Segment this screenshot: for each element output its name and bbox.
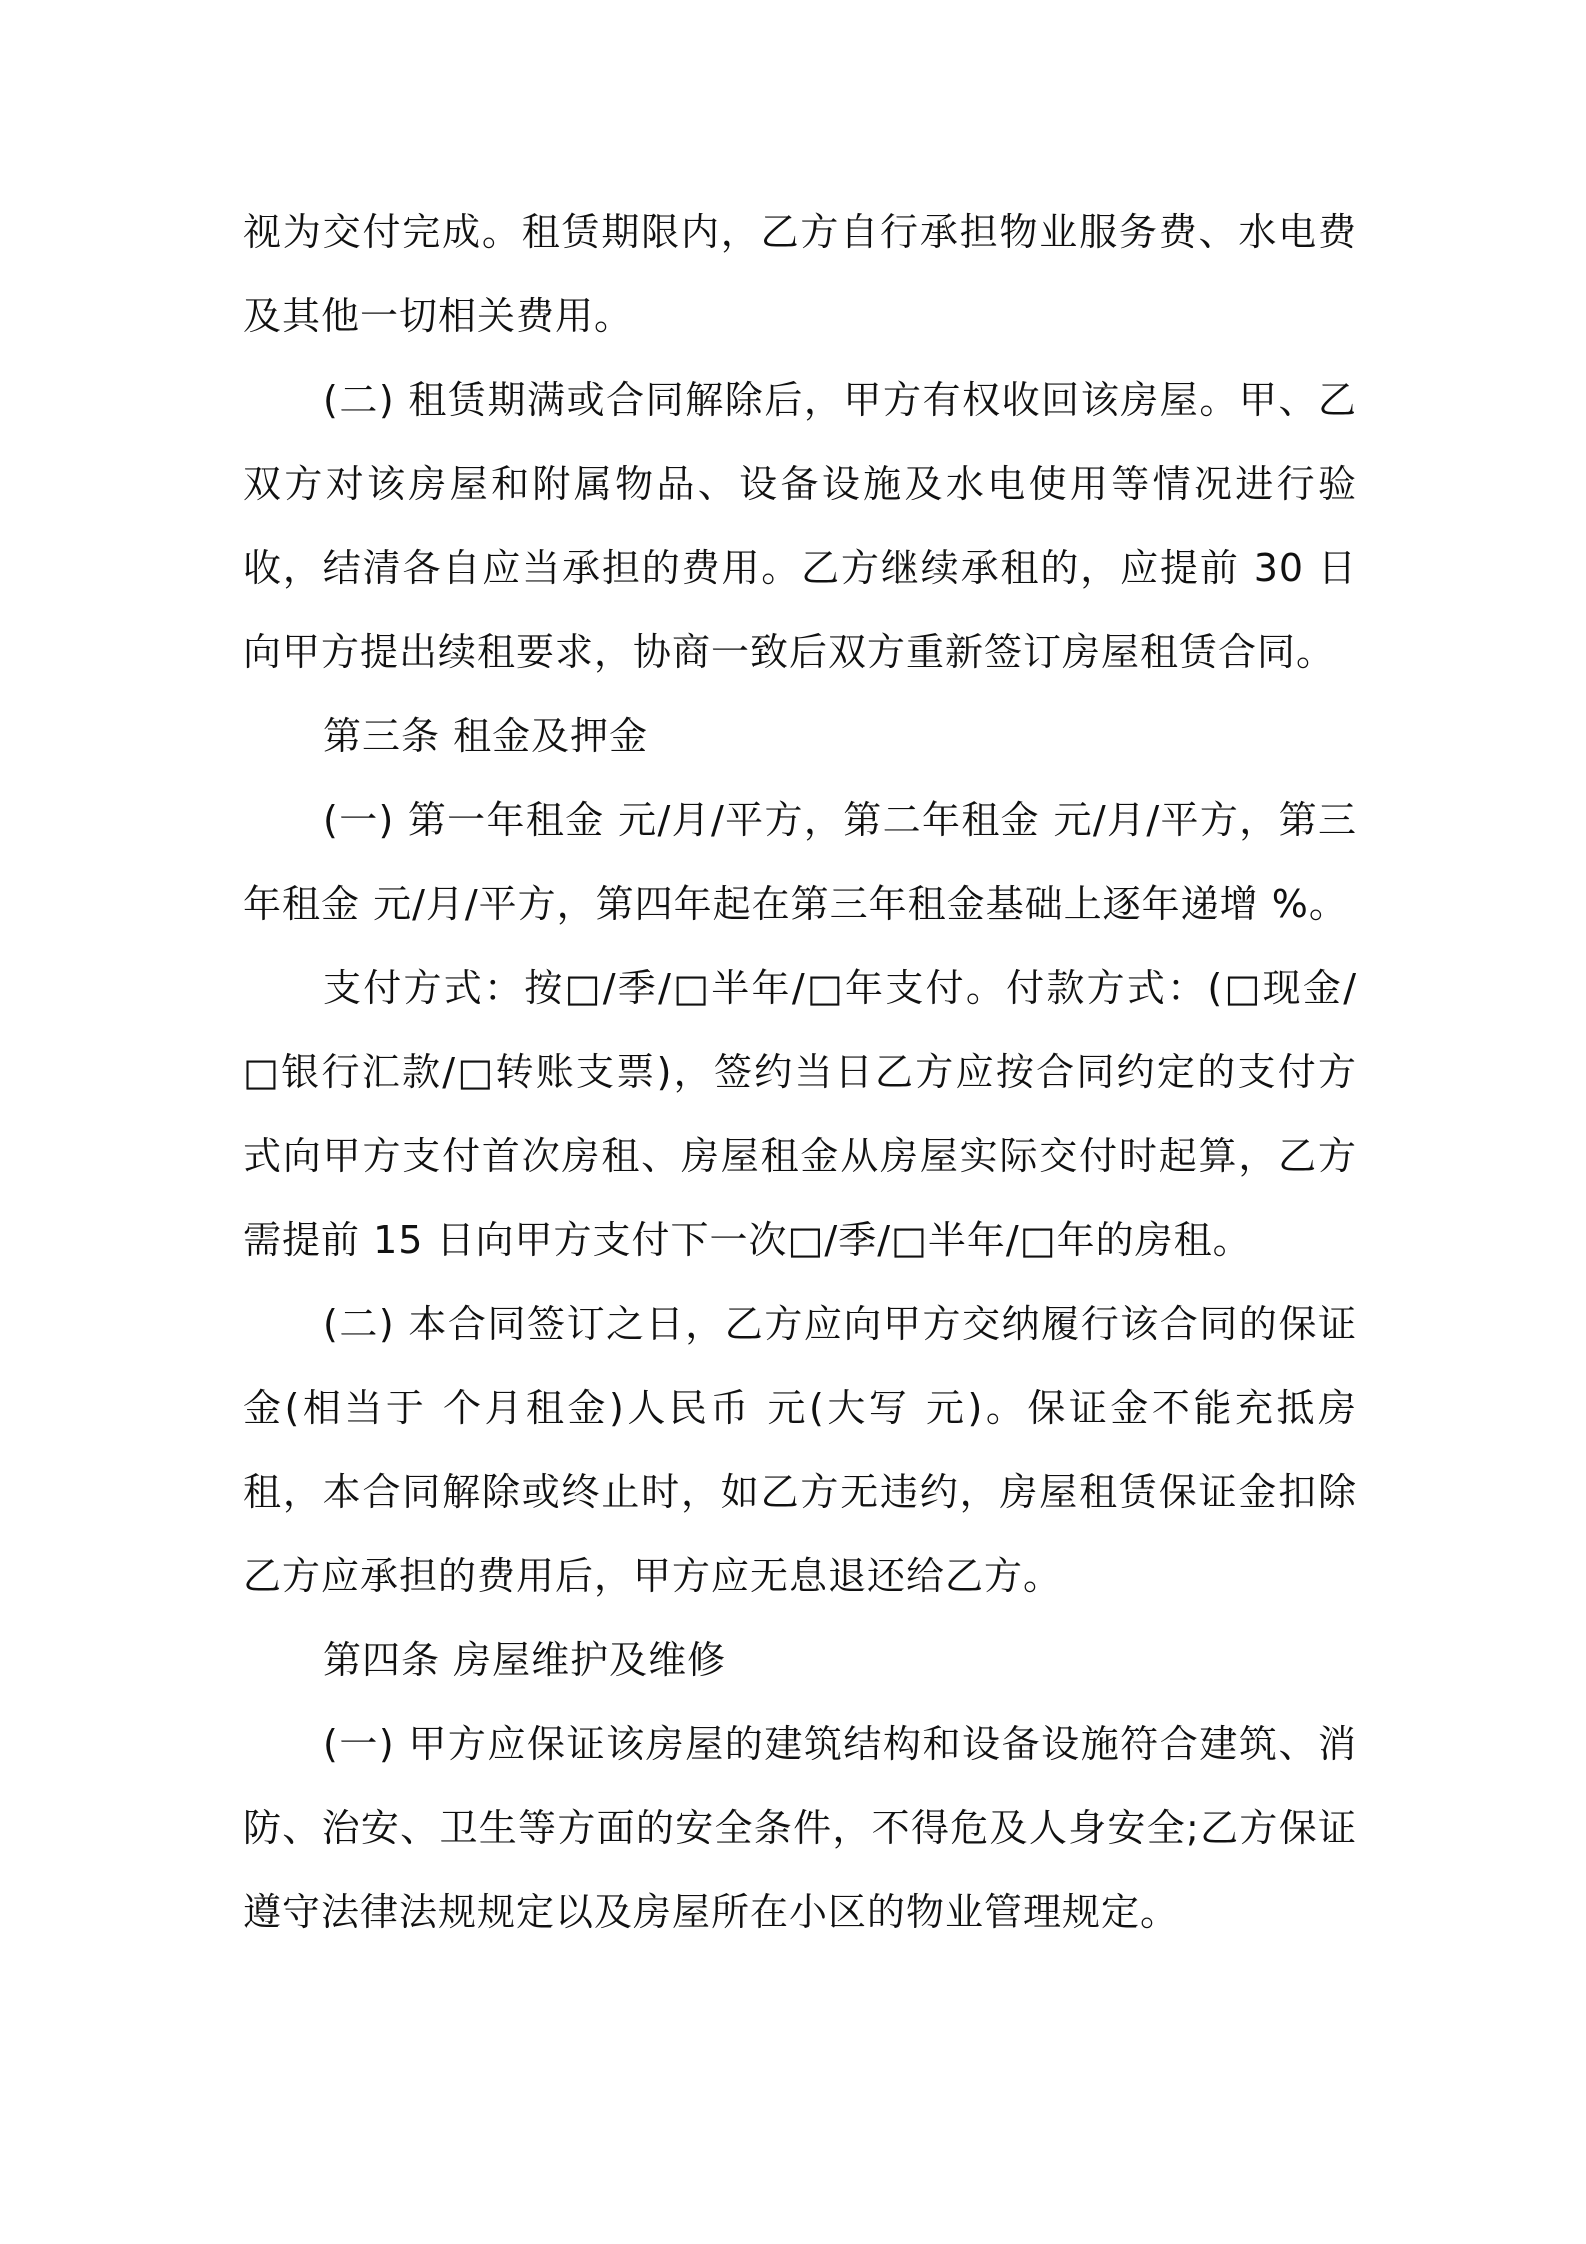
- paragraph-rent-amount: (一) 第一年租金 元/月/平方，第二年租金 元/月/平方，第三年租金 元/月/平方，第四年起在第三年租金基础上逐年递增 %。: [243, 798, 1357, 926]
- paragraph-fee-responsibility: 视为交付完成。租赁期限内，乙方自行承担物业服务费、水电费及其他一切相关费用。: [243, 210, 1357, 338]
- paragraph-deposit: (二) 本合同签订之日，乙方应向甲方交纳履行该合同的保证金(相当于 个月租金)人民币 元(大写 元)。保证金不能充抵房租，本合同解除或终止时，如乙方无违约，房屋租赁保证金扣除乙方应承担的费用后，甲方应无息退还给乙方。: [243, 1302, 1357, 1598]
- paragraph-lease-expiry: (二) 租赁期满或合同解除后，甲方有权收回该房屋。甲、乙双方对该房屋和附属物品、设备设施及水电使用等情况进行验收，结清各自应当承担的费用。乙方继续承租的，应提前 30 日向甲方提出续租要求，协商一致后双方重新签订房屋租赁合同。: [243, 378, 1357, 674]
- document-body: [243, 190, 1357, 1954]
- heading-article-4: 第四条 房屋维护及维修: [323, 1638, 727, 1682]
- paragraph-payment-method: 支付方式：按□/季/□半年/□年支付。付款方式：(□现金/□银行汇款/□转账支票)，签约当日乙方应按合同约定的支付方式向甲方支付首次房租、房屋租金从房屋实际交付时起算，乙方需提前 15 日向甲方支付下一次□/季/□半年/□年的房租。: [243, 966, 1357, 1262]
- paragraph-safety-maintenance: (一) 甲方应保证该房屋的建筑结构和设备设施符合建筑、消防、治安、卫生等方面的安全条件，不得危及人身安全;乙方保证遵守法律法规规定以及房屋所在小区的物业管理规定。: [243, 1722, 1357, 1934]
- heading-article-3: 第三条 租金及押金: [323, 714, 649, 758]
